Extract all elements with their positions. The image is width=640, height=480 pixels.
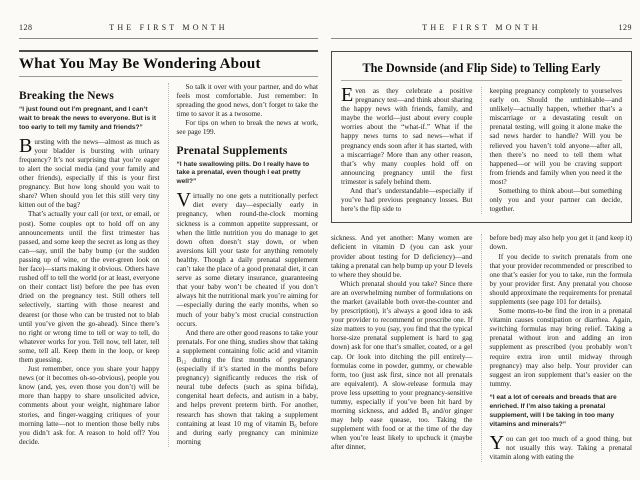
paragraph: before bed) may also help you get it (and keep it) down. [489, 234, 632, 252]
right-page-column-1 [331, 234, 482, 462]
feature-box-columns [341, 84, 622, 214]
running-head-right: THE FIRST MONTH [422, 23, 541, 32]
right-page-columns [331, 234, 632, 462]
running-header-left [19, 23, 318, 32]
paragraph: Just remember, once you share your happy news (or it becomes oh-so-obvious), people you know (and, yes, even those you don’t) will be more than happy to share unsolicited advice, comments about your weight, nightmare labor stories, and finger-wagging critiques of your morning latte—not to mention those belly rubs you didn’t ask for. A reason to hold off? You decide. [19, 365, 160, 446]
page-number-right: 129 [618, 23, 632, 32]
paragraph: sickness. And yet another: Many women are deficient in vitamin D (you can ask your provider about testing for D deficiency)—and taking a prenatal can help bump up your D levels to where they should be. [331, 234, 473, 279]
section-heading-prenatal-supplements: Prenatal Supplements [176, 144, 288, 157]
paragraph: And that’s understandable—especially if you’ve had previous pregnancy losses. But here’s the flip side to [341, 187, 473, 214]
paragraph: Bursting with the news—almost as much as your bladder is bursting with urinary frequency? It’s not surprising that you’re eager to alert the social media (and your family and other friends), especially if this is your first pregnancy. But how long should you wait to share? When should you let this still very tiny kitten out of the bag? [19, 134, 160, 210]
header-rule-right [331, 38, 632, 39]
reader-question-quote: “I just found out I’m pregnant, and I can’t wait to break the news to everyone. But is it too early to tell my family and friends?” [19, 106, 157, 131]
paragraph: keeping pregnancy completely to yourselves early on. Should the unthinkable—and unlikely—actually happen, whether that’s a miscarriage or a devastating result on prenatal testing, will going it alone make the sad news harder to handle? Will you be relieved you haven’t told anyone—after all, then there’s no need to tell them what happened—or will you be craving support from friends and family when you need it the most? [489, 87, 622, 186]
feature-box-column-2 [482, 87, 623, 214]
feature-box-title: The Downside (and Flip Side) to Telling Early [362, 61, 601, 75]
paragraph: So talk it over with your partner, and do what feels most comfortable. Just remember: In spreading the good news, don’t forget to take the time to savor it as a twosome. [176, 83, 318, 119]
paragraph: That’s actually your call (or text, or email, or post). Some couples opt to hold off on any announcements until the first trimester has passed, and some keep the secret as long as they can—say, until the baby bump (or the sudden passing up of wine, or the ever-green look on her face)—starts making it obvious. Others have rushed off to tell the world (or at least, everyone on their contact list) before the pee has even dried on the pregnancy test. Still others tell selectively, starting with those nearest and dearest (or those who can be trusted not to blab until you’ve given the go-ahead). Since there’s no right or wrong time to tell or way to tell, do whatever works for you. Tell now, tell later, tell some, tell all. Keep them in the loop, or keep them guessing. [19, 210, 160, 364]
left-page-columns [19, 83, 318, 447]
feature-box-title-rule [341, 80, 622, 81]
paragraph: Virtually no one gets a nutritionally perfect diet every day—especially early in pregnancy, when round-the-clock morning sickness is a common appetite suppressant, or when the little nutrition you do manage to get down often doesn’t stay down, or when aversions kill your taste for anything remotely healthy. Though a daily prenatal supplement can’t take the place of a good prenatal diet, it can serve as some dietary insurance, guaranteeing that your baby won’t be cheated if you don’t always hit the nutritional mark you’re aiming for—especially during the early months, when so much of your baby’s most crucial construction occurs. [176, 189, 318, 328]
chapter-title: What You May Be Wondering About [19, 56, 261, 72]
left-page-column-2 [169, 83, 319, 447]
reader-question-quote: “I eat a lot of cereals and breads that are enriched. If I’m also taking a prenatal supplement, will I be taking in too many vitamins and minerals?” [489, 393, 617, 428]
section-heading-breaking-the-news: Breaking the News [19, 90, 114, 102]
running-header-right [331, 23, 632, 32]
chapter-title-rule-bottom [19, 76, 318, 77]
page-right [331, 0, 632, 480]
right-page-column-2 [482, 234, 633, 462]
feature-box-column-1 [341, 84, 482, 214]
page-left [19, 0, 318, 480]
paragraph: Even as they celebrate a positive pregnancy test—and think about sharing the happy news with friends, family, and maybe the world—just about every couple worries about the “what-if.” What if the happy news turns to sad news—what if pregnancy ends soon after it has started, with a miscarriage? More than any other reason, that’s why many couples hold off on announcing pregnancy until the first trimester is safely behind them. [341, 84, 473, 186]
chapter-title-rule-top [19, 50, 318, 52]
reader-question-quote: “I hate swallowing pills. Do I really have to take a prenatal, even though I eat pretty well?” [176, 160, 310, 186]
paragraph: If you decide to switch prenatals from one that your provider recommended or prescribed to one that’s easier for you to take, run the formula by your provider first. Any prenatal you choose should approximate the requirements for prenatal supplements (see page 101 for details). [489, 252, 632, 306]
left-page-column-1 [19, 83, 169, 447]
page-number-left: 128 [19, 23, 33, 32]
paragraph: And there are other good reasons to take your prenatals. For one thing, studies show that taking a supplement containing folic acid and vitamin B₁₂ during the first months of pregnancy (especially if it’s started in the months before pregnancy) significantly reduces the risk of neural tube defects (such as spina bifida), congenital heart defects, and autism in a baby, and helps prevent preterm birth. For another, research has shown that taking a supplement containing at least 10 mg of vitamin B₆ before and during early pregnancy can minimize morning [176, 328, 318, 446]
feature-box-telling-early [331, 51, 632, 223]
running-head-left: THE FIRST MONTH [109, 23, 228, 32]
paragraph: You can get too much of a good thing, but not usually this way. Taking a prenatal vitamin along with eating the [489, 431, 632, 461]
paragraph: Some moms-to-be find the iron in a prenatal vitamin causes constipation or diarrhea. Again, switching formulas may bring relief. Taking a prenatal without iron and adding an iron supplement as prescribed (you probably won’t require extra iron until midway through pregnancy) may also help. Your provider can suggest an iron supplement that’s easier on the tummy. [489, 307, 632, 388]
header-rule-left [19, 38, 318, 39]
paragraph: For tips on when to break the news at work, see page 199. [176, 119, 318, 137]
paragraph: Which prenatal should you take? Since there are an overwhelming number of formulations on the market (available both over-the-counter and by prescription), it’s always a good idea to ask your provider to recommend or prescribe one. If size matters to you (say, you find that the typical horse-size prenatal supplement is hard to gag down) ask for one that’s smaller, coated, or a gel cap. Or look into ditching the pill entirely—formulas come in powder, gummy, or chewable form, too (just ask first, since not all prenatals are equivalent). A slow-release formula may prove less upsetting to your pregnancy-sensitive tummy, especially if you’ve been hit hard by morning sickness, and added B₆ and/or ginger may help ease quease, too. Taking the supplement with food or at the time of the day when you’re least likely to upchuck it (maybe after dinner, [331, 279, 473, 452]
paragraph: Something to think about—but something only you and your partner can decide, together. [489, 187, 622, 214]
